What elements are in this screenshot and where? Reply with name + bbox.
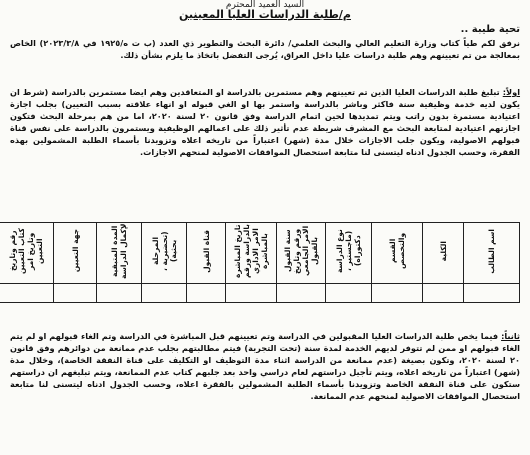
table-cell xyxy=(187,284,226,303)
table-header-cell: القسم والتخصص xyxy=(372,223,423,284)
table-cell xyxy=(423,284,464,303)
table-row xyxy=(0,284,520,303)
table-header-cell: نوع الدراسة (ماجستير ، دكتوراه) xyxy=(326,223,372,284)
table-header-cell: جهة التعيين xyxy=(54,223,97,284)
table-header-cell: الكلية xyxy=(423,223,464,284)
table-header-row xyxy=(0,223,520,284)
table-cell xyxy=(97,284,142,303)
table-header-cell: تاريخ المباشرة بالدراسة ورقم الامر الاداري بالمباشرة xyxy=(226,223,277,284)
section-first-paragraph xyxy=(10,86,520,158)
table-header-cell: المدة المتبقية لإكمال الدراسة xyxy=(97,223,142,284)
table-cell xyxy=(0,284,54,303)
letter-addressee: السيد العميد المحترم xyxy=(225,0,305,10)
table-cell xyxy=(226,284,277,303)
table-header-cell: رقم وتاريخ كتاب التعيين وتاريخ امر التعيين xyxy=(0,223,54,284)
greeting: تحية طيبة .. xyxy=(460,24,520,35)
section-first-heading: اولاً: xyxy=(502,87,521,97)
section-second-paragraph xyxy=(10,330,520,402)
table-header-cell: سنة القبول ورقم وتاريخ الامر الجامعي بالقبول xyxy=(277,223,326,284)
letter-subject: م/طلبة الدراسات العليا المعينين xyxy=(178,8,351,21)
table-cell xyxy=(142,284,187,303)
section-first-text: تبليغ طلبة الدراسات العليا الذين تم تعيينهم وهم مستمرين بالدراسة او المتعاقدين وهم ايضا مستمرين بالدراسة (شرط ان يكون لديه خدمة وظيفية سنة فاكثر وباشر بالدراسة واستمر بها او الغي قبوله او انهاء علاقته بسبب التعيين) بجلب اجازة اعتيادية مستمرة بدون راتب ويتم تمديدها لحين اتمام الدراسة وفق قانون ٢٠ لسنة ٢٠٢٠، اما من هم بمرحلة البحث فتكون اجازتهم اعتيادية لمتابعة البحث مع المشرف شريطة عدم تأثير ذلك على اعمالهم الوظيفية ويستمرون بالدراسة على نفس قناة قبولهم الاصولية، ويكون جلب الاجازات خلال مدة (شهر) اعتباراً من تاريخه اعلاه وتزويدنا بأسماء الطلبة المشمولين بهذه الفقرة، وحسب الجدول ادناه ليتسنى لنا متابعة استحصال الموافقات الاصولية لمنحهم الاجازات. xyxy=(10,87,520,157)
section-second-text: فيما يخص طلبة الدراسات العليا المقبولين في الدراسة وتم تعيينهم قبل المباشرة في الدراسة وتم الغاء قبولهم او لم يتم الغاء قبولهم او ممن لم تتوفر لديهم الخدمة لمدة سنة (تحت التجربة) فيتم مطالبتهم بجلب عدم ممانعة من دوائرهم وفق قانون ٢٠ لسنة ٢٠٢٠، وتكون بصيغة (عدم ممانعة من الدراسة اثناء مدة التوظيف او التكليف على قناة النفقة الخاصة)، وخلال مدة (شهر) اعتباراً من تاريخه اعلاه، ويتم تأجيل دراستهم لعام دراسي واحد بعد جلبهم كتاب عدم الممانعة، ويتم تبليغهم ان دراستهم ستكون على قناة النفقة الخاصة وتزويدنا بأسماء الطلبة المشمولين بالفقرة اعلاه، وحسب الجدول ادناه ليتسنى لنا متابعة استحصال الموافقات الاصولية لمنحهم عدم الممانعة. xyxy=(10,331,520,401)
table-cell xyxy=(372,284,423,303)
table-cell xyxy=(54,284,97,303)
table-header-cell: اسم الطالب xyxy=(464,223,520,284)
table-header-cell: قناة القبول xyxy=(187,223,226,284)
intro-paragraph: نرفق لكم طياً كتاب وزارة التعليم العالي والبحث العلمي/ دائرة البحث والتطوير ذي العدد (ب ت ه/١٩٢٥ في ٢٠٢٣/٣/٨) الخاص بمعالجة من تم تعيينهم وهم طلبة دراسات عليا داخل العراق، يُرجى التفضل باتخاذ ما يلزم بشأن ذلك. xyxy=(10,38,520,60)
table-cell xyxy=(277,284,326,303)
table-cell xyxy=(326,284,372,303)
students-info-table xyxy=(0,222,520,303)
table-header-cell: المرحلة (تحضيرية ، بحثية) xyxy=(142,223,187,284)
section-second-heading: ثانياً: xyxy=(501,331,520,341)
table-cell xyxy=(464,284,520,303)
